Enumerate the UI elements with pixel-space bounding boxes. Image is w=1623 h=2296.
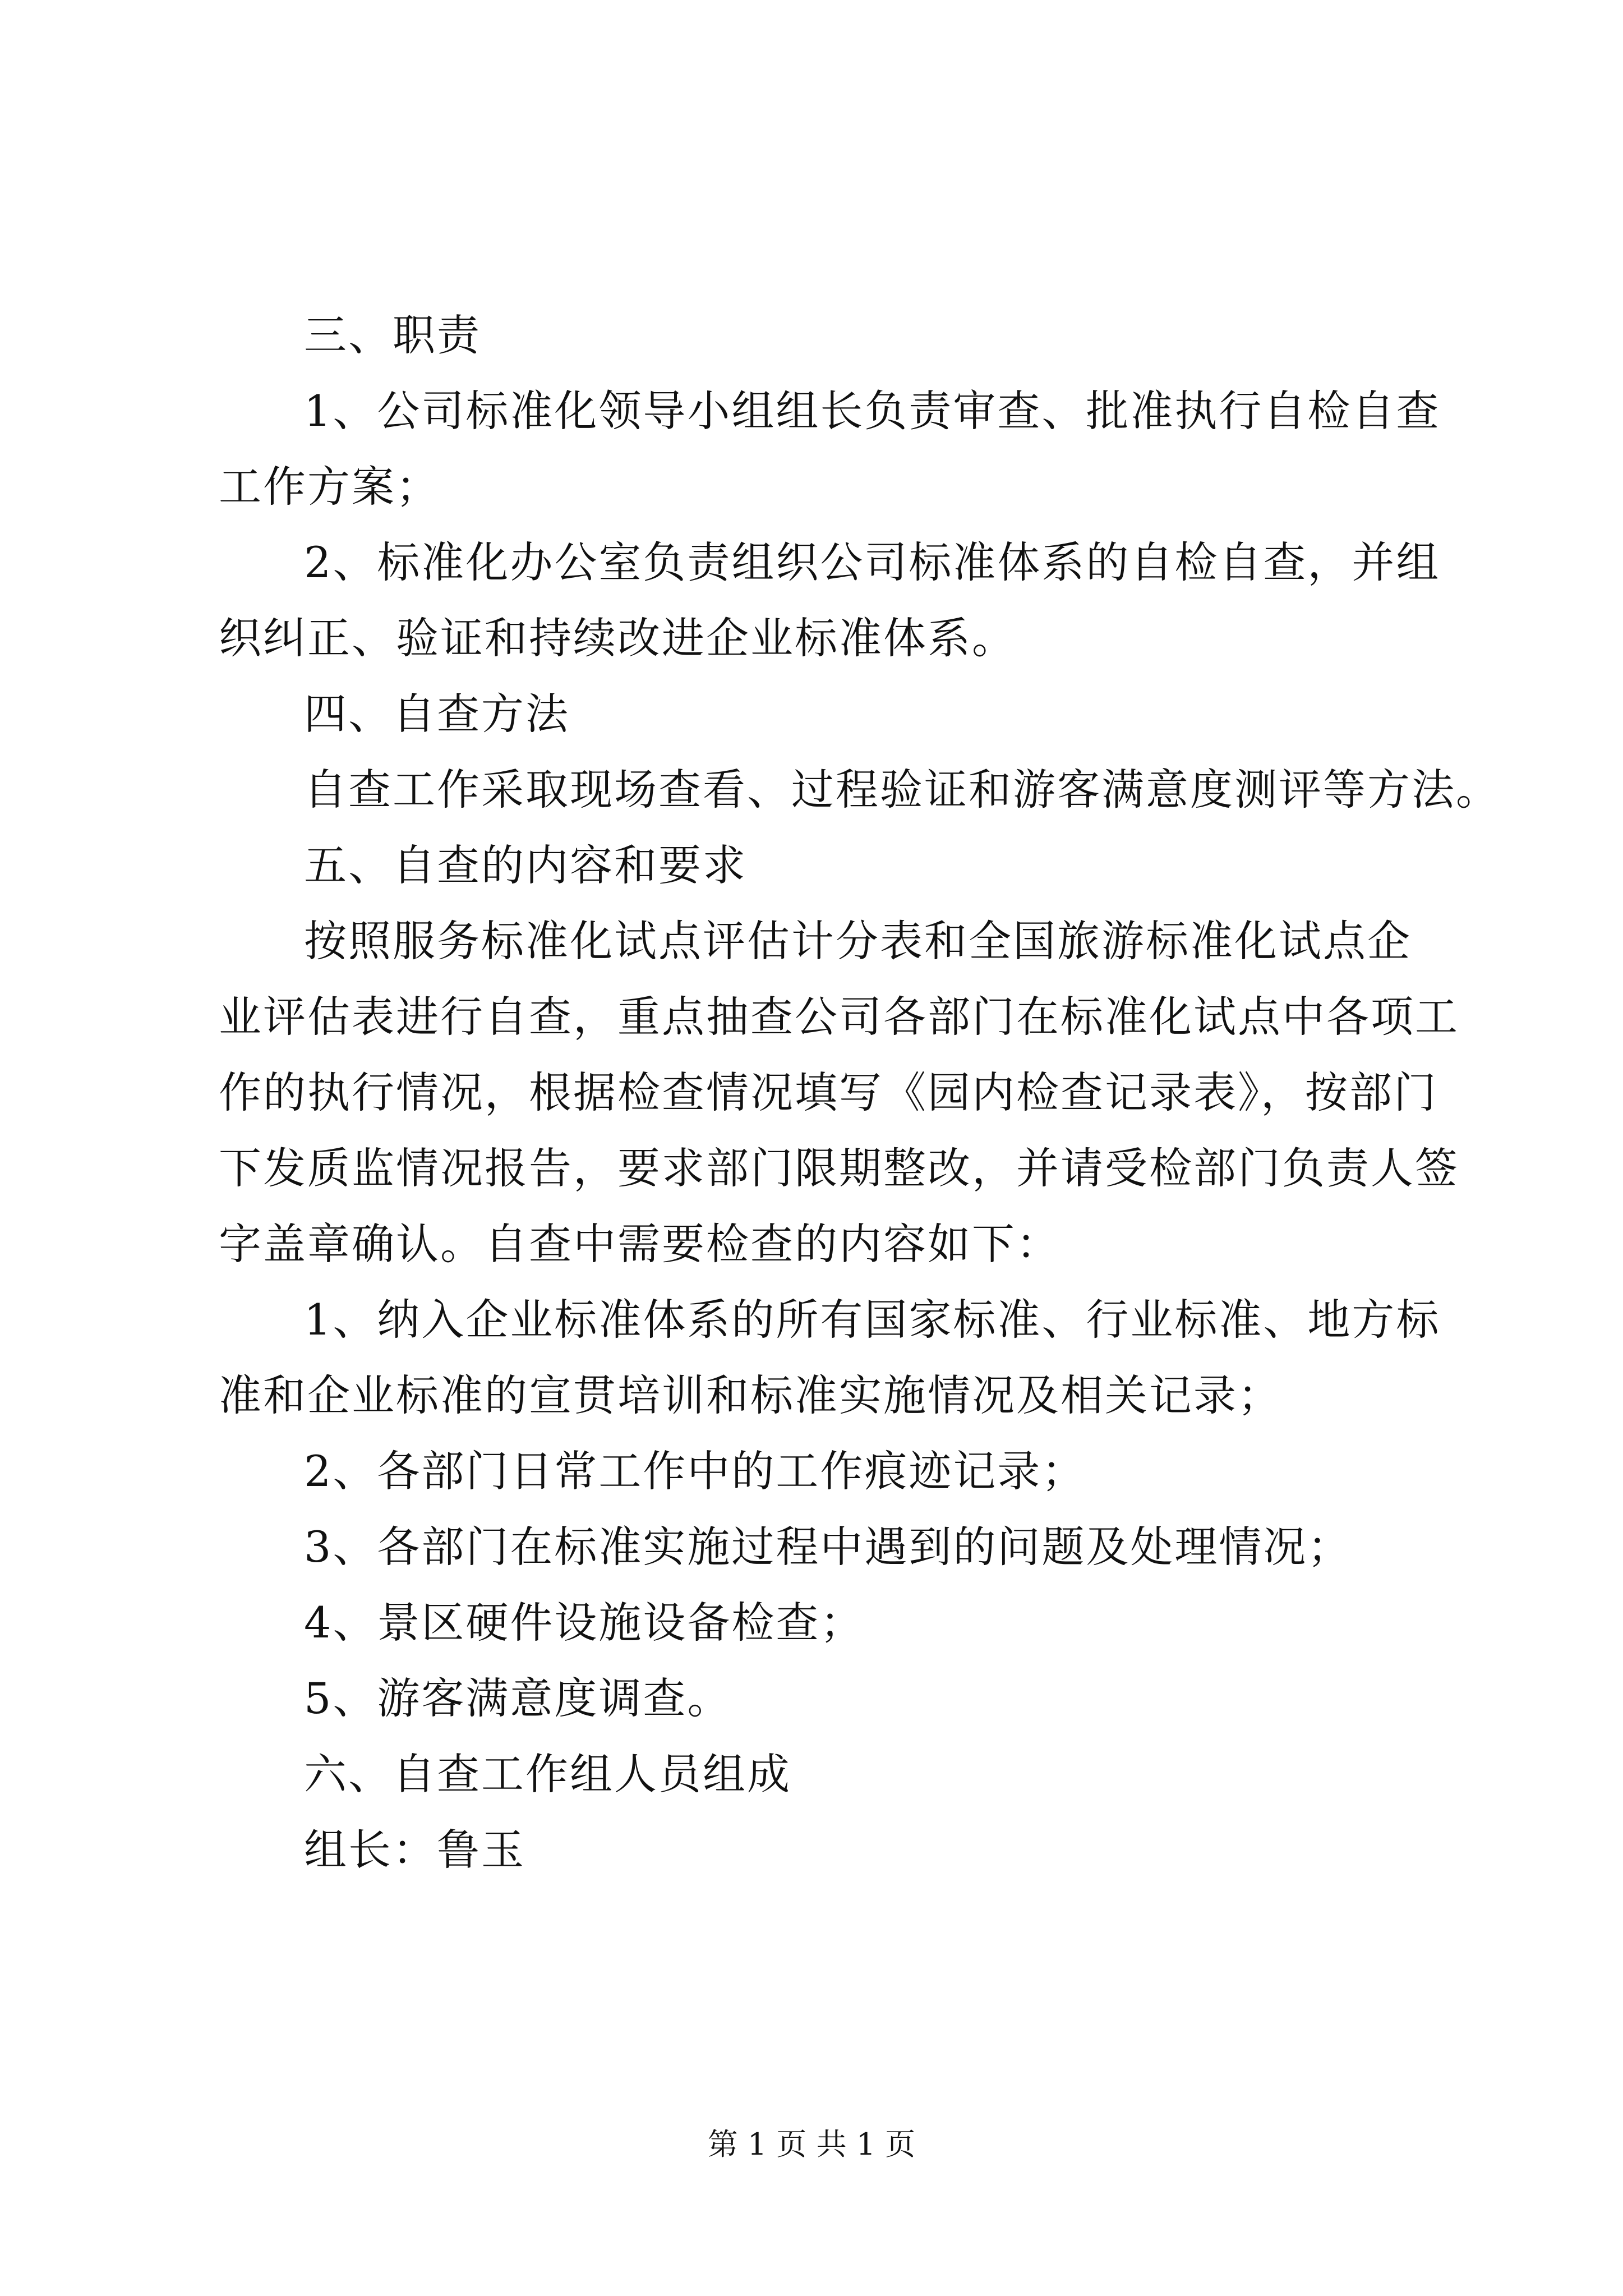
text-line: 织纠正、验证和持续改进企业标准体系。 — [219, 613, 1016, 663]
document-body — [219, 297, 1500, 1888]
text-line: 5、游客满意度调查。 — [304, 1673, 732, 1723]
text-line: 组长：鲁玉 — [304, 1825, 525, 1875]
text-line: 业评估表进行自查，重点抽查公司各部门在标准化试点中各项工 — [219, 992, 1459, 1042]
text-line: 字盖章确认。自查中需要检查的内容如下： — [219, 1219, 1061, 1269]
text-line: 1、公司标准化领导小组组长负责审查、批准执行自检自查 — [304, 386, 1441, 436]
text-line: 4、景区硬件设施设备检查； — [304, 1598, 865, 1648]
text-line: 2、各部门日常工作中的工作痕迹记录； — [304, 1446, 1086, 1496]
text-line: 四、自查方法 — [304, 689, 570, 739]
text-line: 作的执行情况，根据检查情况填写《园内检查记录表》，按部门 — [219, 1068, 1438, 1117]
text-line: 六、自查工作组人员组成 — [304, 1749, 791, 1799]
text-line: 准和企业标准的宣贯培训和标准实施情况及相关记录； — [219, 1370, 1282, 1420]
text-line: 工作方案； — [219, 462, 440, 512]
page-footer: 第 1 页 共 1 页 — [707, 2127, 916, 2162]
text-line: 自查工作采取现场查看、过程验证和游客满意度测评等方法。 — [304, 765, 1500, 815]
text-line: 五、自查的内容和要求 — [304, 840, 747, 890]
text-line: 三、职责 — [304, 310, 481, 360]
text-line: 下发质监情况报告，要求部门限期整改，并请受检部门负责人签 — [219, 1143, 1459, 1193]
text-line: 1、纳入企业标准体系的所有国家标准、行业标准、地方标 — [304, 1295, 1441, 1345]
text-line: 2、标准化办公室负责组织公司标准体系的自检自查，并组 — [304, 537, 1441, 587]
text-line: 按照服务标准化试点评估计分表和全国旅游标准化试点企 — [304, 916, 1412, 966]
text-line: 3、各部门在标准实施过程中遇到的问题及处理情况； — [304, 1522, 1352, 1572]
